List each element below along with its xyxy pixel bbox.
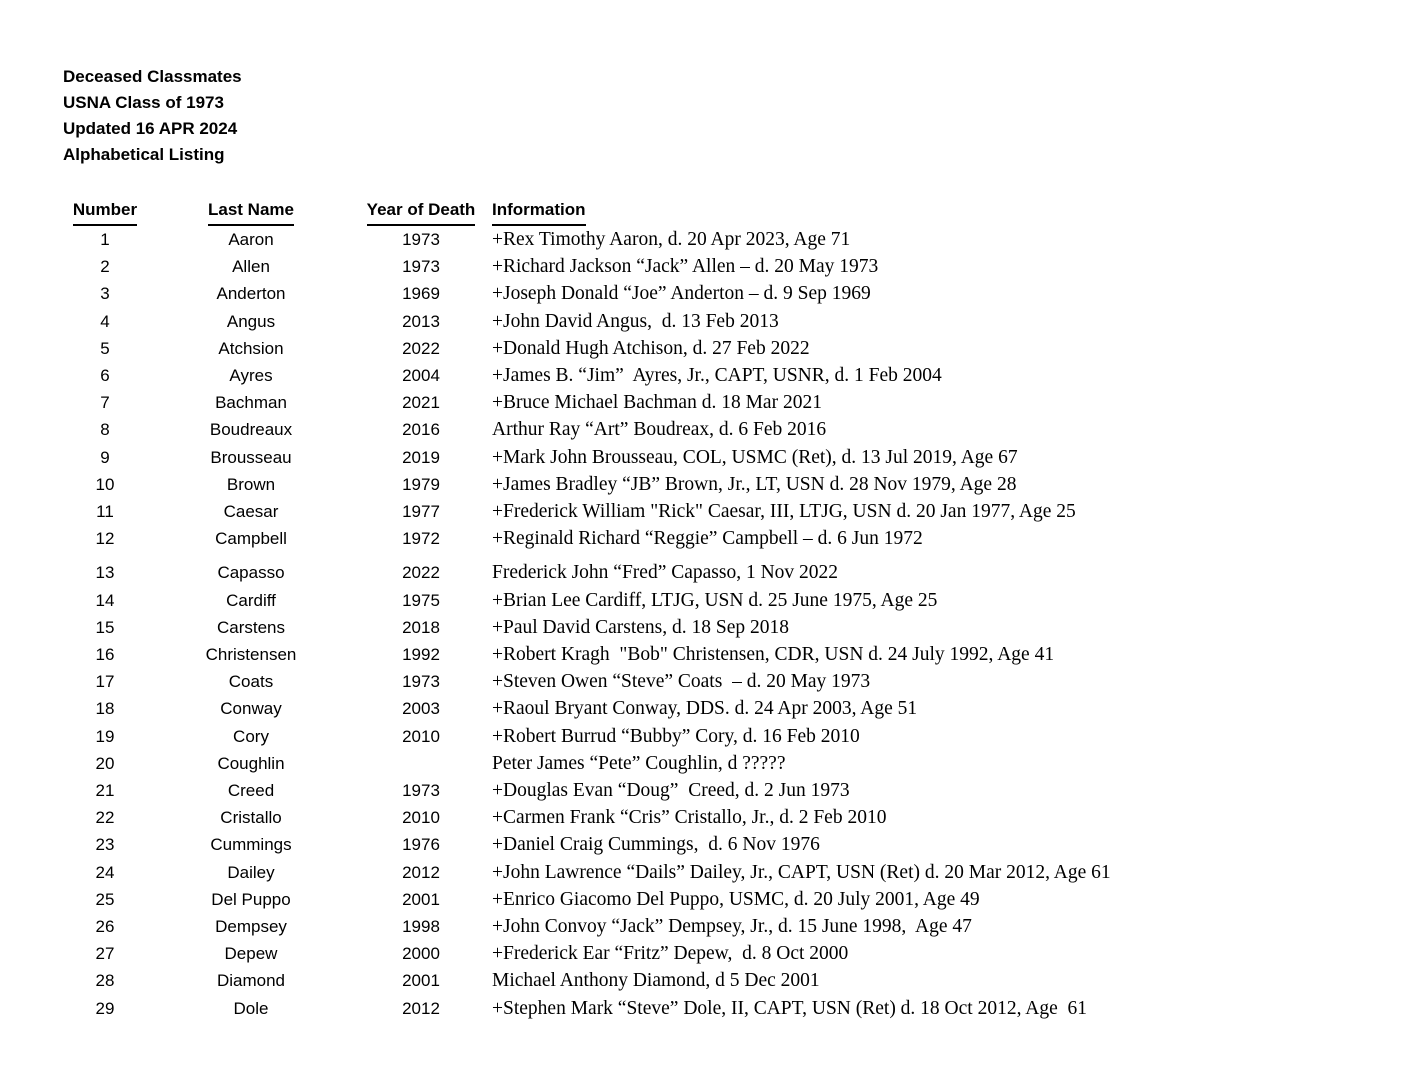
last-name-cell: Dailey: [227, 862, 275, 882]
year-of-death-cell: 1973: [402, 672, 440, 692]
table-row: [63, 641, 1388, 668]
information-cell: +James B. “Jim” Ayres, Jr., CAPT, USNR, d. 1 Feb 2004: [492, 365, 942, 387]
last-name-cell: Creed: [227, 781, 275, 801]
year-of-death-cell: 2018: [402, 617, 440, 637]
column-header-number: Number: [63, 196, 147, 226]
table-row: [63, 362, 1388, 389]
table-row: [63, 913, 1388, 940]
year-of-death-cell: 2013: [402, 311, 440, 331]
year-of-death-cell: 2021: [402, 393, 440, 413]
table-row: [63, 226, 1388, 253]
information-cell: +Robert Kragh "Bob" Christensen, CDR, USN d. 24 July 1992, Age 41: [492, 644, 1055, 666]
row-number-cell: 7: [100, 393, 110, 413]
row-number-cell: 25: [95, 889, 115, 909]
information-cell: +Enrico Giacomo Del Puppo, USMC, d. 20 July 2001, Age 49: [492, 888, 980, 910]
year-of-death-cell: 1992: [402, 645, 440, 665]
information-cell: +Richard Jackson “Jack” Allen – d. 20 May 1973: [492, 256, 879, 278]
last-name-cell: Cardiff: [226, 590, 276, 610]
year-of-death-cell: 2022: [402, 563, 440, 583]
doc-title: Deceased Classmates: [63, 67, 242, 86]
information-cell: +Bruce Michael Bachman d. 18 Mar 2021: [492, 392, 822, 414]
table-row: [63, 525, 1388, 552]
year-of-death-cell: 1977: [402, 502, 440, 522]
row-number-cell: 9: [100, 447, 110, 467]
information-cell: Frederick John “Fred” Capasso, 1 Nov 2022: [492, 562, 839, 584]
row-number-cell: 3: [100, 284, 110, 304]
table-row: [63, 995, 1388, 1022]
information-cell: +Raoul Bryant Conway, DDS. d. 24 Apr 2003, Age 51: [492, 698, 918, 720]
row-number-cell: 28: [95, 971, 115, 991]
year-of-death-cell: 2003: [402, 699, 440, 719]
document-header: [63, 64, 242, 168]
column-header-information: Information: [487, 196, 1388, 226]
row-number-cell: 17: [95, 672, 115, 692]
information-cell: +Mark John Brousseau, COL, USMC (Ret), d. 13 Jul 2019, Age 67: [492, 446, 1018, 468]
table-row: [63, 940, 1388, 967]
row-number-cell: 23: [95, 835, 115, 855]
last-name-cell: Brousseau: [210, 447, 292, 467]
last-name-cell: Ayres: [229, 366, 273, 386]
year-of-death-cell: 1975: [402, 590, 440, 610]
information-cell: Arthur Ray “Art” Boudreax, d. 6 Feb 2016: [492, 419, 827, 441]
table-row: [63, 587, 1388, 614]
last-name-cell: Angus: [226, 311, 276, 331]
last-name-cell: Cory: [233, 726, 269, 746]
year-of-death-cell: 1972: [402, 529, 440, 549]
year-of-death-cell: 1973: [402, 781, 440, 801]
row-number-cell: 6: [100, 366, 110, 386]
last-name-cell: Conway: [220, 699, 282, 719]
last-name-cell: Allen: [232, 257, 270, 277]
table-row: [63, 389, 1388, 416]
year-of-death-cell: 2022: [402, 338, 440, 358]
doc-updated-date: Updated 16 APR 2024: [63, 119, 238, 138]
year-of-death-cell: 2004: [402, 366, 440, 386]
row-number-cell: 27: [95, 944, 115, 964]
last-name-cell: Christensen: [205, 645, 297, 665]
table-row: [63, 967, 1388, 994]
row-number-cell: 2: [100, 257, 110, 277]
last-name-cell: Anderton: [216, 284, 286, 304]
row-number-cell: 29: [95, 998, 115, 1018]
year-of-death-cell: 1979: [402, 474, 440, 494]
year-of-death-cell: 1998: [402, 917, 440, 937]
information-cell: +John David Angus, d. 13 Feb 2013: [492, 310, 779, 332]
information-cell: +John Convoy “Jack” Dempsey, Jr., d. 15 June 1998, Age 47: [492, 916, 972, 938]
information-cell: +Rex Timothy Aaron, d. 20 Apr 2023, Age 71: [492, 229, 851, 250]
table-row: [63, 723, 1388, 750]
information-cell: +Donald Hugh Atchison, d. 27 Feb 2022: [492, 337, 810, 359]
table-row: [63, 471, 1388, 498]
table-row: [63, 559, 1388, 586]
last-name-cell: Bachman: [215, 393, 287, 413]
information-cell: +Douglas Evan “Doug” Creed, d. 2 Jun 1973: [492, 780, 850, 802]
last-name-cell: Coats: [228, 672, 274, 692]
row-number-cell: 10: [95, 474, 115, 494]
table-row: [63, 308, 1388, 335]
year-of-death-cell: 2012: [402, 998, 440, 1018]
table-row: [63, 777, 1388, 804]
information-cell: +Paul David Carstens, d. 18 Sep 2018: [492, 616, 789, 638]
information-cell: +Stephen Mark “Steve” Dole, II, CAPT, USN (Ret) d. 18 Oct 2012, Age 61: [492, 997, 1087, 1019]
year-of-death-cell: 2016: [402, 420, 440, 440]
information-cell: +Robert Burrud “Bubby” Cory, d. 16 Feb 2010: [492, 725, 860, 747]
year-of-death-cell: 1973: [402, 257, 440, 277]
row-number-cell: 12: [95, 529, 115, 549]
year-of-death-cell: 1969: [402, 284, 440, 304]
row-number-cell: 15: [95, 617, 115, 637]
year-of-death-cell: 2012: [402, 862, 440, 882]
table-row: [63, 280, 1388, 307]
row-number-cell: 4: [100, 311, 110, 331]
last-name-cell: Dempsey: [215, 917, 287, 937]
information-cell: Peter James “Pete” Coughlin, d ?????: [492, 752, 786, 774]
year-of-death-cell: 2019: [402, 447, 440, 467]
year-of-death-cell: 2000: [402, 944, 440, 964]
table-row: [63, 253, 1388, 280]
row-number-cell: 8: [100, 420, 110, 440]
table-row: [63, 886, 1388, 913]
row-number-cell: 26: [95, 917, 115, 937]
row-number-cell: 18: [95, 699, 115, 719]
year-of-death-cell: 2001: [402, 889, 440, 909]
row-number-cell: 14: [95, 590, 115, 610]
information-cell: +Carmen Frank “Cris” Cristallo, Jr., d. 2 Feb 2010: [492, 807, 887, 829]
table-row: [63, 695, 1388, 722]
information-cell: +Frederick Ear “Fritz” Depew, d. 8 Oct 2000: [492, 943, 849, 965]
row-number-cell: 20: [95, 753, 115, 773]
last-name-cell: Capasso: [217, 563, 285, 583]
information-cell: +Reginald Richard “Reggie” Campbell – d. 6 Jun 1972: [492, 528, 923, 550]
last-name-cell: Campbell: [215, 529, 287, 549]
information-cell: +Brian Lee Cardiff, LTJG, USN d. 25 June 1975, Age 25: [492, 589, 938, 611]
table-header-row: [63, 196, 1388, 226]
last-name-cell: Aaron: [228, 230, 274, 249]
doc-subtitle-class: USNA Class of 1973: [63, 93, 224, 112]
table-row: [63, 498, 1388, 525]
last-name-cell: Cummings: [210, 835, 292, 855]
table-row: [63, 335, 1388, 362]
last-name-cell: Coughlin: [217, 753, 285, 773]
table-row: [63, 416, 1388, 443]
row-number-cell: 11: [96, 502, 114, 522]
last-name-cell: Del Puppo: [211, 889, 291, 909]
last-name-cell: Dole: [233, 998, 269, 1018]
information-cell: +Steven Owen “Steve” Coats – d. 20 May 1973: [492, 671, 871, 693]
information-cell: +John Lawrence “Dails” Dailey, Jr., CAPT, USN (Ret) d. 20 Mar 2012, Age 61: [492, 861, 1111, 883]
last-name-cell: Cristallo: [220, 808, 282, 828]
year-of-death-cell: 2010: [402, 726, 440, 746]
information-cell: +Daniel Craig Cummings, d. 6 Nov 1976: [492, 834, 820, 856]
last-name-cell: Depew: [224, 944, 278, 964]
year-of-death-cell: 1976: [402, 835, 440, 855]
last-name-cell: Diamond: [216, 971, 286, 991]
row-number-cell: 13: [95, 563, 115, 583]
table-row: [63, 804, 1388, 831]
last-name-cell: Carstens: [216, 617, 286, 637]
year-of-death-cell: 2010: [402, 808, 440, 828]
deceased-listing-table: [63, 196, 1388, 1022]
table-row: [63, 614, 1388, 641]
information-cell: +Frederick William "Rick" Caesar, III, LTJG, USN d. 20 Jan 1977, Age 25: [492, 501, 1076, 523]
table-row: [63, 668, 1388, 695]
table-row: [63, 750, 1388, 777]
last-name-cell: Caesar: [223, 502, 279, 522]
row-number-cell: 5: [100, 338, 110, 358]
year-of-death-cell: 2001: [402, 971, 440, 991]
information-cell: Michael Anthony Diamond, d 5 Dec 2001: [492, 970, 820, 992]
year-of-death-cell: 1973: [402, 230, 440, 249]
row-number-cell: 1: [100, 230, 110, 249]
table-row: [63, 831, 1388, 858]
row-number-cell: 21: [95, 781, 115, 801]
column-header-last-name: Last Name: [147, 196, 355, 226]
table-body: [63, 226, 1388, 1022]
table-row: [63, 444, 1388, 471]
row-number-cell: 19: [95, 726, 115, 746]
information-cell: +Joseph Donald “Joe” Anderton – d. 9 Sep 1969: [492, 283, 871, 305]
doc-listing-type: Alphabetical Listing: [63, 145, 225, 164]
row-number-cell: 16: [95, 645, 115, 665]
row-number-cell: 24: [95, 862, 115, 882]
last-name-cell: Atchsion: [218, 338, 284, 358]
last-name-cell: Boudreaux: [209, 420, 293, 440]
information-cell: +James Bradley “JB” Brown, Jr., LT, USN d. 28 Nov 1979, Age 28: [492, 473, 1017, 495]
row-number-cell: 22: [95, 808, 115, 828]
table-row: [63, 859, 1388, 886]
last-name-cell: Brown: [226, 474, 276, 494]
column-header-year-of-death: Year of Death: [355, 196, 487, 226]
